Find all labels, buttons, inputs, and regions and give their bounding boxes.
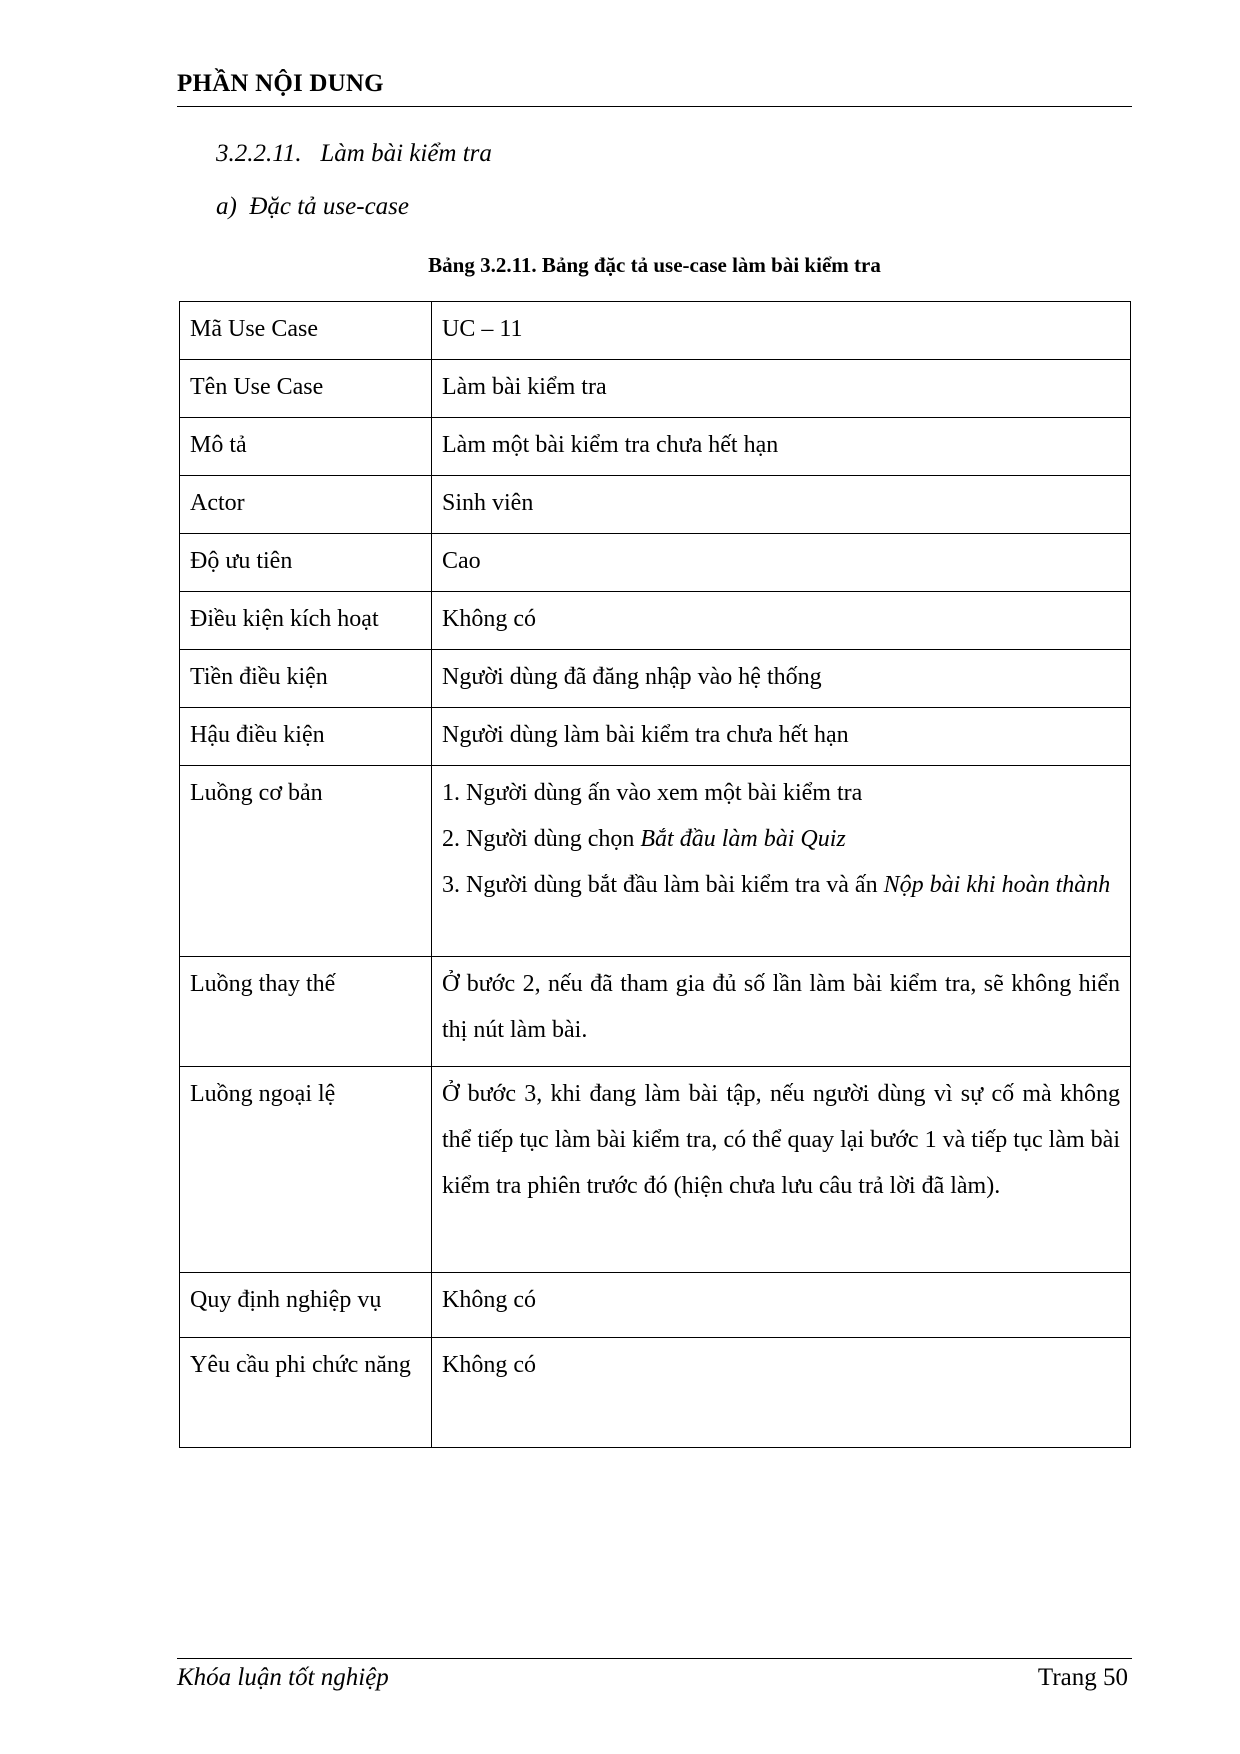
row-key: Quy định nghiệp vụ bbox=[180, 1273, 432, 1338]
row-value: Ở bước 2, nếu đã tham gia đủ số lần làm bài kiểm tra, sẽ không hiển thị nút làm bài. bbox=[432, 957, 1131, 1067]
table-caption: Bảng 3.2.11. Bảng đặc tả use-case làm bài kiểm tra bbox=[428, 253, 881, 277]
subsection-title: a) Đặc tả use-case bbox=[216, 193, 409, 220]
row-key: Luồng cơ bản bbox=[180, 766, 432, 957]
row-key: Độ ưu tiên bbox=[180, 534, 432, 592]
basic-flow-step-3-action: Nộp bài khi hoàn thành bbox=[883, 872, 1111, 898]
basic-flow-step-3-text: 3. Người dùng bắt đầu làm bài kiểm tra và ấn bbox=[442, 872, 884, 898]
table-row bbox=[180, 1338, 1131, 1448]
row-key: Mã Use Case bbox=[180, 302, 432, 360]
row-value: Làm bài kiểm tra bbox=[432, 360, 1131, 418]
basic-flow-step-2-action: Bắt đầu làm bài Quiz bbox=[640, 826, 846, 852]
table-row bbox=[180, 766, 1131, 957]
row-key: Actor bbox=[180, 476, 432, 534]
section-title: 3.2.2.11. Làm bài kiểm tra bbox=[216, 140, 492, 167]
table-row bbox=[180, 592, 1131, 650]
row-key: Luồng ngoại lệ bbox=[180, 1067, 432, 1273]
row-key: Mô tả bbox=[180, 418, 432, 476]
basic-flow-step-3 bbox=[442, 862, 1120, 908]
row-key: Luồng thay thế bbox=[180, 957, 432, 1067]
table-row bbox=[180, 708, 1131, 766]
header-rule bbox=[177, 106, 1132, 107]
footer-thesis-label: Khóa luận tốt nghiệp bbox=[177, 1664, 389, 1691]
table-row bbox=[180, 302, 1131, 360]
footer-page-number: Trang 50 bbox=[1037, 1664, 1128, 1691]
page-header-title: PHẦN NỘI DUNG bbox=[177, 70, 384, 97]
row-key: Hậu điều kiện bbox=[180, 708, 432, 766]
row-value: Ở bước 3, khi đang làm bài tập, nếu người dùng vì sự cố mà không thể tiếp tục làm bài kiểm tra, có thể quay lại bước 1 và tiếp tục làm bài kiểm tra phiên trước đó (hiện chưa lưu câu trả lời đã làm). bbox=[432, 1067, 1131, 1273]
row-value: UC – 11 bbox=[432, 302, 1131, 360]
row-value: Không có bbox=[432, 1273, 1131, 1338]
row-value: Không có bbox=[432, 592, 1131, 650]
table-row bbox=[180, 476, 1131, 534]
row-key: Yêu cầu phi chức năng bbox=[180, 1338, 432, 1448]
table-row bbox=[180, 957, 1131, 1067]
row-value: Người dùng làm bài kiểm tra chưa hết hạn bbox=[432, 708, 1131, 766]
table-row bbox=[180, 1273, 1131, 1338]
table-row bbox=[180, 360, 1131, 418]
footer-rule bbox=[177, 1658, 1132, 1659]
table-row bbox=[180, 418, 1131, 476]
row-value: Không có bbox=[432, 1338, 1131, 1448]
row-key: Điều kiện kích hoạt bbox=[180, 592, 432, 650]
row-value: Làm một bài kiểm tra chưa hết hạn bbox=[432, 418, 1131, 476]
use-case-spec-table bbox=[179, 301, 1131, 1448]
row-key: Tên Use Case bbox=[180, 360, 432, 418]
basic-flow-step-1: 1. Người dùng ấn vào xem một bài kiểm tra bbox=[442, 780, 863, 806]
row-key: Tiền điều kiện bbox=[180, 650, 432, 708]
table-row bbox=[180, 650, 1131, 708]
table-row bbox=[180, 1067, 1131, 1273]
row-value: Sinh viên bbox=[432, 476, 1131, 534]
row-value: Cao bbox=[432, 534, 1131, 592]
basic-flow-step-2-text: 2. Người dùng chọn bbox=[442, 826, 641, 852]
basic-flow-step-2 bbox=[442, 816, 1120, 862]
basic-flow-cell bbox=[432, 766, 1131, 957]
table-row bbox=[180, 534, 1131, 592]
row-value: Người dùng đã đăng nhập vào hệ thống bbox=[432, 650, 1131, 708]
